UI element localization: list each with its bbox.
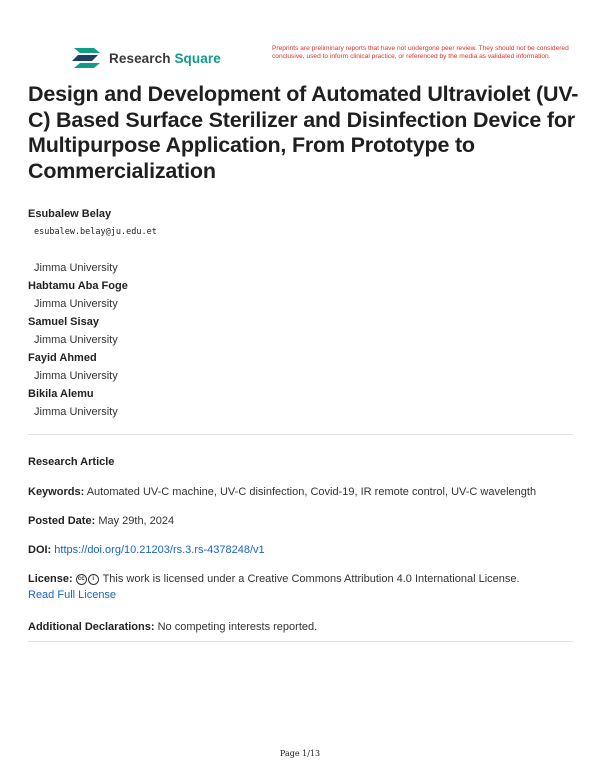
declarations-label: Additional Declarations: xyxy=(28,621,155,633)
author-name: Bikila Alemu xyxy=(28,388,94,400)
article-type-label: Research Article xyxy=(28,456,115,468)
logo-word-square: Square xyxy=(174,50,221,66)
section-divider xyxy=(28,434,573,435)
author-affiliation: Jimma University xyxy=(34,334,118,346)
read-full-license-link[interactable]: Read Full License xyxy=(28,589,117,601)
logo-wordmark xyxy=(109,51,221,66)
page-number: Page 1/13 xyxy=(279,749,321,758)
attribution-icon: i xyxy=(88,574,99,585)
section-divider xyxy=(28,641,573,642)
keywords-label: Keywords: xyxy=(28,486,85,498)
license-row xyxy=(28,571,573,603)
author-affiliation: Jimma University xyxy=(34,298,118,310)
posted-date-row xyxy=(28,513,573,529)
author-affiliation: Jimma University xyxy=(34,370,118,382)
declarations-value: No competing interests reported. xyxy=(157,621,318,633)
doi-row xyxy=(28,542,573,558)
doi-label: DOI: xyxy=(28,544,52,556)
author-affiliation: Jimma University xyxy=(34,262,118,274)
author-name: Esubalew Belay xyxy=(28,208,112,220)
author-name: Fayid Ahmed xyxy=(28,352,97,364)
author-name: Habtamu Aba Foge xyxy=(28,280,128,292)
license-text: This work is licensed under a Creative Commons Attribution 4.0 International License. xyxy=(102,573,520,585)
author-email[interactable]: esubalew.belay@ju.edu.et xyxy=(34,227,157,237)
article-type xyxy=(28,454,573,470)
paper-title: Design and Development of Automated Ultraviolet (UV-C) Based Surface Sterilizer and Disinfection Device for Multipurpose Application, From Prototype to Commercialization xyxy=(28,82,579,183)
creative-commons-icon: cc xyxy=(76,574,87,585)
doi-link[interactable]: https://doi.org/10.21203/rs.3.rs-4378248/v1 xyxy=(54,544,265,556)
logo-word-research: Research xyxy=(109,50,171,66)
posted-date-value: May 29th, 2024 xyxy=(98,515,175,527)
license-label: License: xyxy=(28,573,73,585)
author-name: Samuel Sisay xyxy=(28,316,99,328)
declarations-row xyxy=(28,619,573,635)
author-list xyxy=(28,207,568,423)
posted-date-label: Posted Date: xyxy=(28,515,96,527)
preprint-notice: Preprints are preliminary reports that have not undergone peer review. They should not be considered conclusive, used to inform clinical practice, or referenced by the media as validated information. xyxy=(272,45,569,61)
keywords-row xyxy=(28,484,573,500)
research-square-logo-icon xyxy=(72,46,102,70)
author-affiliation: Jimma University xyxy=(34,406,118,418)
keywords-value: Automated UV-C machine, UV-C disinfection, Covid-19, IR remote control, UV-C wavelength xyxy=(86,486,537,498)
research-square-logo[interactable] xyxy=(72,46,221,70)
